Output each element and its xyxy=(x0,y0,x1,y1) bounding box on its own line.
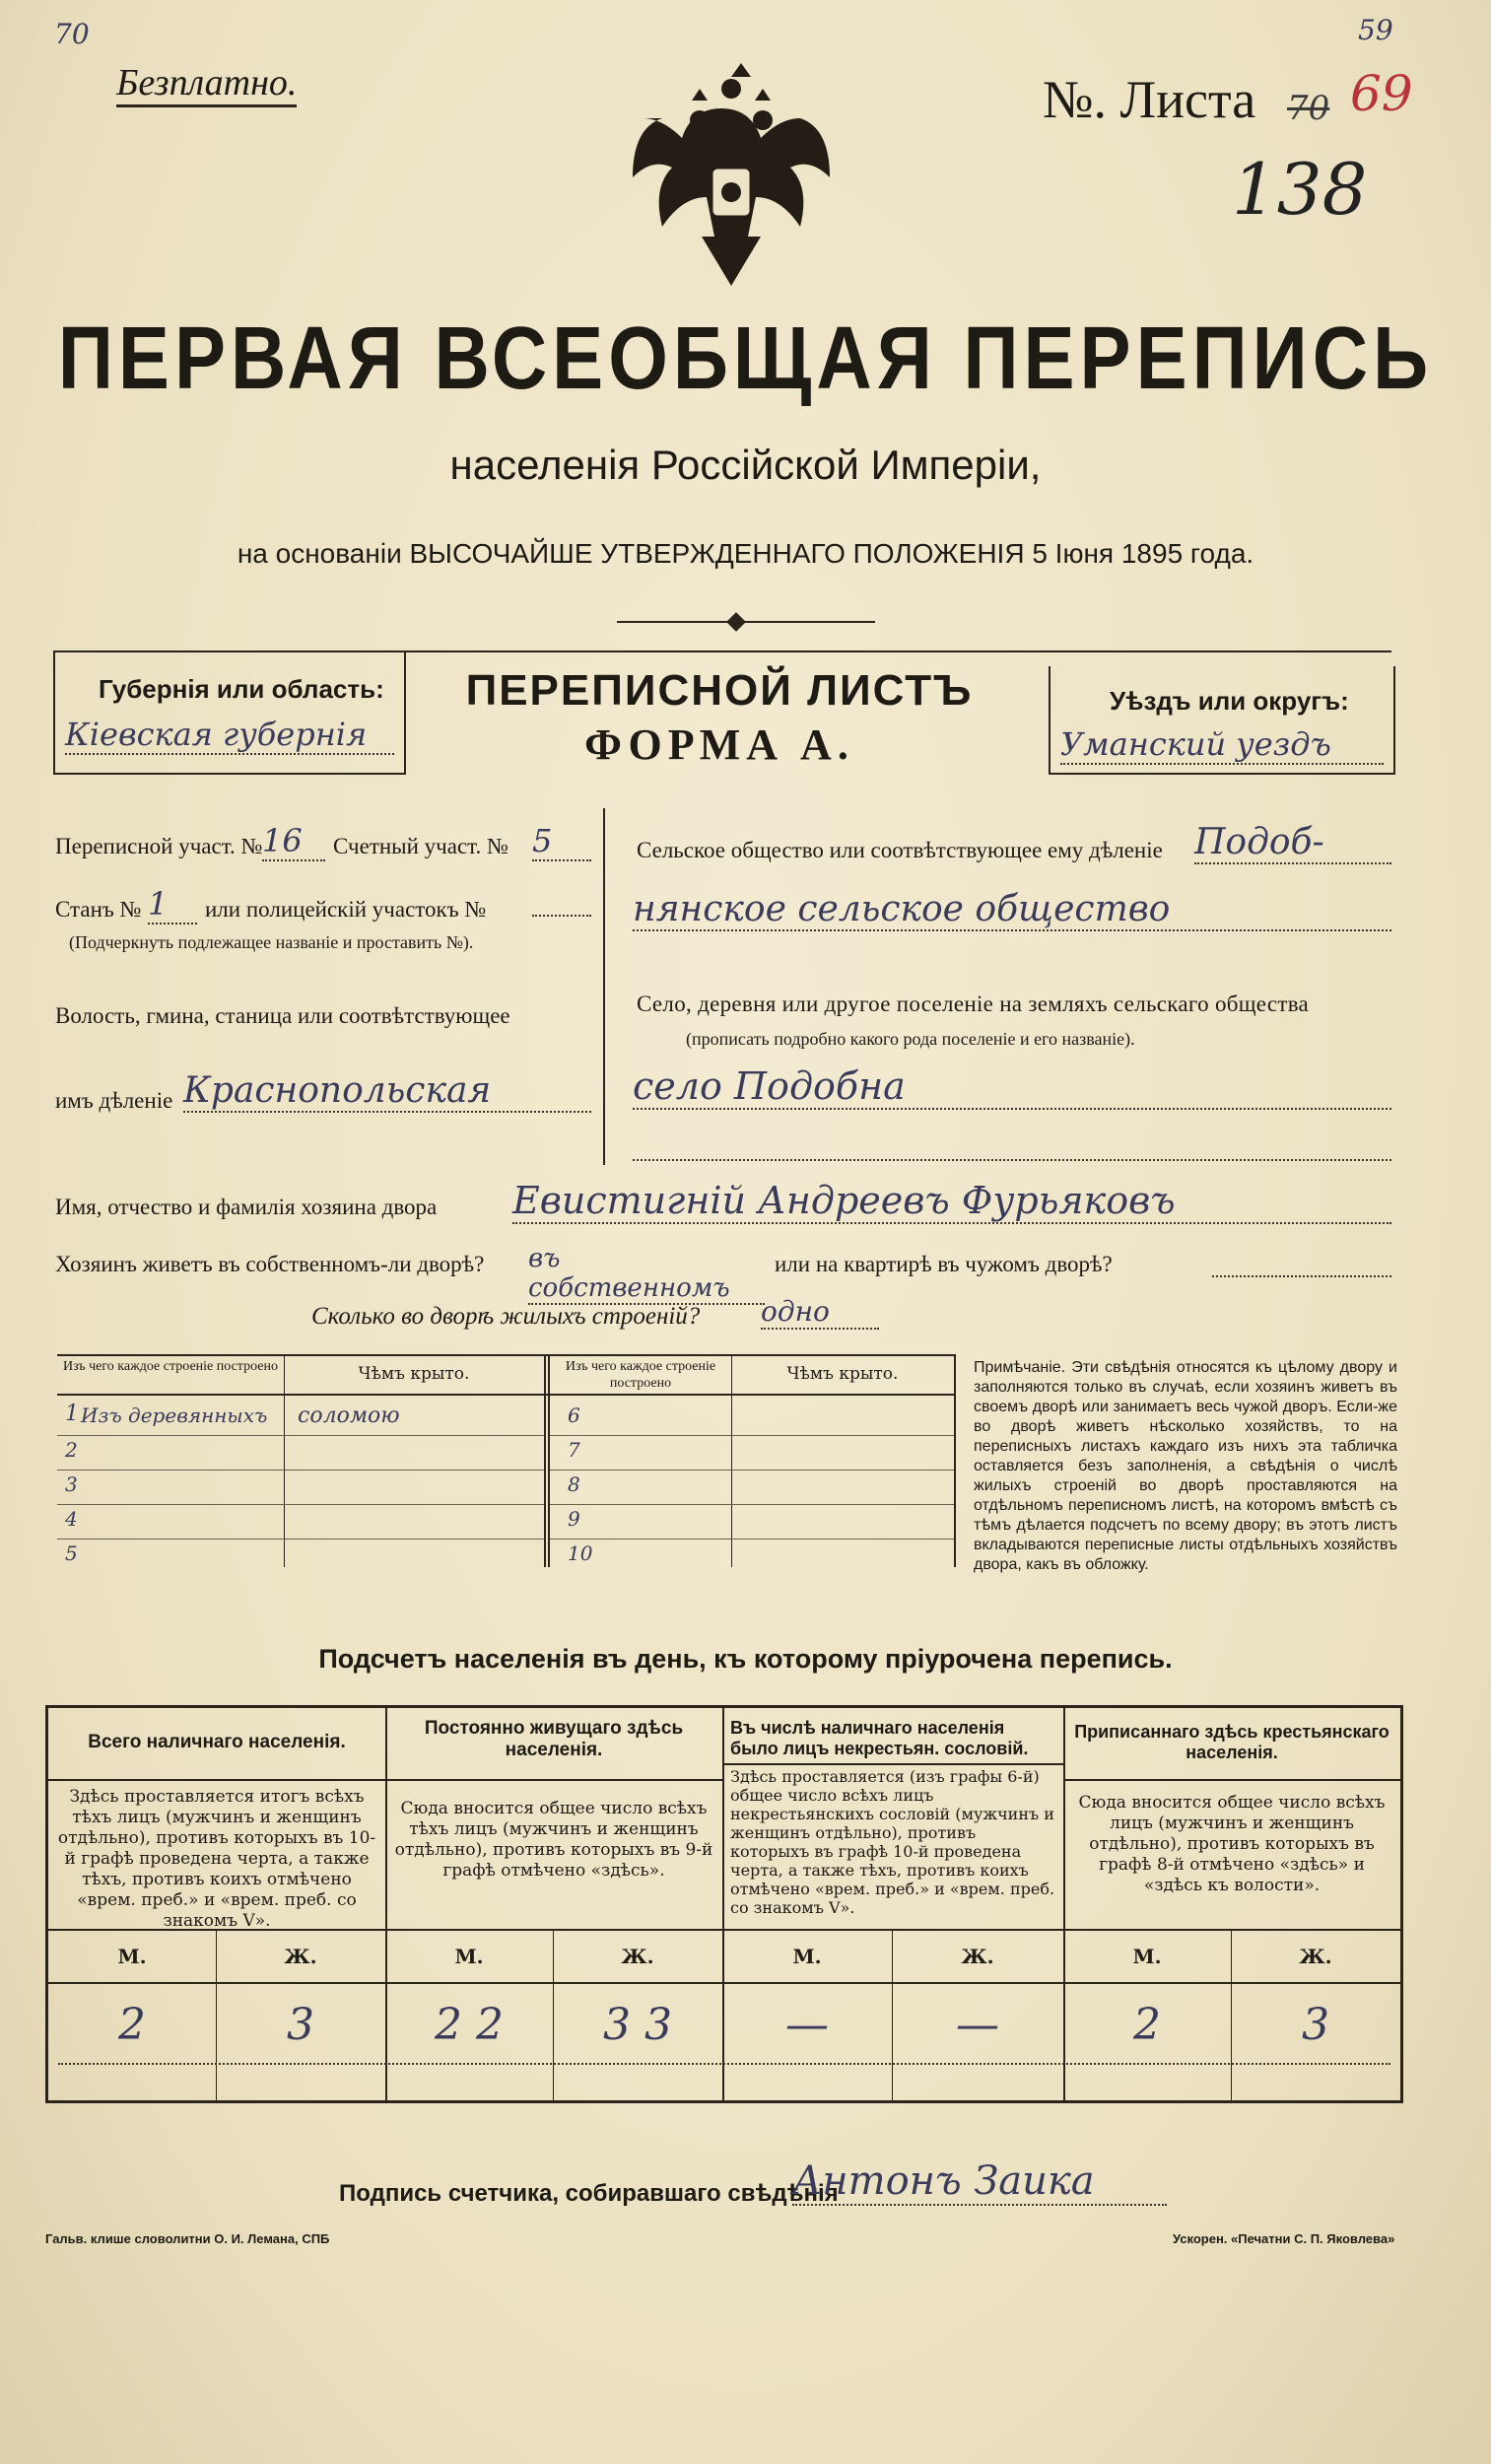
summary-col-head: Всего наличнаго населенія. xyxy=(88,1732,346,1752)
sheet-number-label: №. Листа xyxy=(1043,70,1256,129)
summary-col-desc: Здѣсь проставляется (изъ графы 6-й) общее число всѣхъ лицъ некрестьянскихъ сословій (мужчинъ и женщинъ отдѣльно), противъ которыхъ въ графѣ 10-й проведена черта, а также тѣхъ, противъ коихъ отмѣчено «врем. преб.» и «врем. преб. со знакомъ V». xyxy=(730,1767,1055,1917)
column-divider xyxy=(603,808,605,1165)
col-roof-right: Чѣмъ крыто. xyxy=(786,1364,899,1384)
summary-head-rule xyxy=(48,1779,385,1781)
summary-col-desc: Здѣсь проставляется итогъ всѣхъ тѣхъ лицъ (мужчинъ и женщинъ отдѣльно), противъ которыхъ въ 10-й графѣ проведена черта, а также тѣхъ, противъ коихъ отмѣчено «врем. преб.» и «врем. преб. со знакомъ V». xyxy=(57,1787,376,1931)
society-value-2: нянское сельское общество xyxy=(633,889,1391,931)
summary-col-head: Въ числѣ наличнаго населенія было лицъ некрестьян. сословій. xyxy=(730,1718,1029,1758)
value-nonpeasant-zh: — xyxy=(956,2000,999,2050)
buildings-left-rows xyxy=(57,1402,544,1573)
summary-col-head: Приписаннаго здѣсь крестьянскаго населенія. xyxy=(1074,1722,1389,1762)
zh-label: Ж. xyxy=(284,1945,317,1968)
imperial-eagle-emblem xyxy=(623,59,840,296)
value-permanent-zh: 3 3 xyxy=(603,2000,672,2050)
buildings-note: Примѣчаніе. Эти свѣдѣнія относятся къ цѣлому двору и заполняются только въ случаѣ, если хозяинъ живетъ въ своемъ дворѣ или занимаетъ весь чужой дворъ. Если-же во дворѣ живетъ нѣсколько хозяйствъ, то на переписныхъ листахъ каждаго изъ нихъ эта табличка оставляется безъ заполненія, а свѣдѣнія о числѣ жилыхъ строеній во дворѣ проставляются на отдѣльномъ переписномъ листѣ, на которомъ вмѣстѣ съ тѣмъ дѣлается подсчетъ по всему двору; въ этотъ листъ вкладываются переписные листы отдѣльныхъ хозяйствъ двора, какъ въ обложку. xyxy=(974,1359,1397,1573)
m-label: М. xyxy=(1132,1945,1162,1968)
value-registered-m: 2 xyxy=(1133,2000,1161,2050)
building-row xyxy=(57,1540,544,1573)
page-subtitle: населенія Россійской Имперіи, xyxy=(449,442,1042,488)
summary-col-desc: Сюда вносится общее число всѣхъ лицъ (мужчинъ и женщинъ отдѣльно), противъ которыхъ въ графѣ 8-й отмѣчено «здѣсь» и «здѣсь къ волости». xyxy=(1078,1793,1386,1895)
owner-name-value: Евистигнiй Андреевъ Фурьяковъ xyxy=(512,1179,1391,1224)
building-row-number: 2 xyxy=(65,1438,78,1462)
volost-label: Волость, гмина, станица или соотвѣтствующее xyxy=(55,1003,510,1028)
gubernia-value: Кiевская губернiя xyxy=(65,716,394,755)
free-label: Безплатно. xyxy=(116,61,297,107)
uezd-box xyxy=(1049,666,1395,775)
footer-printer-left: Гальв. клише словолитни О. И. Лемана, СПБ xyxy=(45,2231,330,2246)
buildings-label: Сколько во дворѣ жилыхъ строеній? xyxy=(311,1303,701,1330)
summary-mz-top-rule xyxy=(48,1929,1400,1931)
village-value: село Подобна xyxy=(633,1064,1391,1110)
buildings-value: одно xyxy=(761,1295,879,1330)
pencil-note-left: 70 xyxy=(54,18,90,50)
building-row-number: 3 xyxy=(65,1472,78,1496)
m-label: М. xyxy=(454,1945,484,1968)
building-row xyxy=(57,1505,544,1540)
building-row xyxy=(550,1505,954,1540)
zh-label: Ж. xyxy=(621,1945,654,1968)
building-row xyxy=(550,1471,954,1505)
signature-value: Антонъ Заика xyxy=(792,2158,1167,2206)
schetny-value: 5 xyxy=(532,822,591,861)
building-row-number: 5 xyxy=(65,1541,78,1565)
form-title: ПЕРЕПИСНОЙ ЛИСТЪ xyxy=(465,666,974,715)
building-row-material: Изъ деревянныхъ xyxy=(81,1403,268,1427)
m-label: М. xyxy=(117,1945,147,1968)
value-permanent-m: 2 2 xyxy=(435,2000,504,2050)
uezd-value: Уманский уездъ xyxy=(1060,725,1384,765)
page-title: ПЕРВАЯ ВСЕОБЩАЯ ПЕРЕПИСЬ xyxy=(57,308,1434,408)
col-material-left: Изъ чего каждое строеніе построено xyxy=(63,1359,278,1374)
perepisnoy-label: Переписной участ. № xyxy=(55,834,263,858)
value-nonpeasant-m: — xyxy=(785,2000,829,2050)
summary-title: Подсчетъ населенія въ день, къ которому пріурочена перепись. xyxy=(318,1644,1173,1674)
building-row xyxy=(57,1471,544,1505)
summary-mz-bottom-rule xyxy=(48,1982,1400,1984)
volost-value: Краснопольская xyxy=(183,1070,591,1113)
zh-label: Ж. xyxy=(961,1945,994,1968)
building-row-roof: соломою xyxy=(298,1403,400,1428)
summary-head-rule xyxy=(385,1779,722,1781)
volost-label-2: имъ дѣленіе xyxy=(55,1088,173,1113)
building-row-number: 4 xyxy=(65,1507,78,1531)
owner-lives-label: Хозяинъ живетъ въ собственномъ-ли дворѣ? xyxy=(55,1252,485,1276)
sheet-number-pencil: 138 xyxy=(1232,148,1368,231)
summary-value-line xyxy=(58,2063,1390,2065)
building-row xyxy=(550,1436,954,1471)
village-note: (прописать подробно какого рода поселеніе и его названіе). xyxy=(686,1029,1135,1049)
building-row xyxy=(57,1436,544,1471)
village-extra-line xyxy=(633,1159,1391,1161)
building-row xyxy=(57,1402,544,1436)
value-present-zh: 3 xyxy=(287,2000,314,2050)
owner-name-label: Имя, отчество и фамилія хозяина двора xyxy=(55,1195,438,1219)
signature-label: Подпись счетчика, собиравшаго свѣдѣнія xyxy=(339,2180,839,2207)
building-row-number: 1 xyxy=(65,1402,79,1426)
ornament-diamond xyxy=(726,612,746,632)
stan-value: 1 xyxy=(148,885,197,924)
police-value-line xyxy=(532,915,591,917)
building-row xyxy=(550,1402,954,1436)
owner-lives-label-2: или на квартирѣ въ чужомъ дворѣ? xyxy=(775,1252,1113,1276)
m-label: М. xyxy=(792,1945,822,1968)
society-value-1: Подоб- xyxy=(1194,822,1391,864)
gubernia-box xyxy=(53,650,406,775)
buildings-table-head-rule xyxy=(57,1394,954,1396)
building-row-number: 7 xyxy=(568,1438,580,1462)
building-row xyxy=(550,1540,954,1573)
form-subtitle: ФОРМА А. xyxy=(584,720,854,769)
gubernia-label: Губернія или область: xyxy=(99,674,384,704)
police-label: или полицейскій участокъ № xyxy=(205,897,487,922)
value-present-m: 2 xyxy=(118,2000,146,2050)
col-roof-left: Чѣмъ крыто. xyxy=(358,1364,470,1384)
society-label: Сельское общество или соотвѣтствующее ему дѣленіе xyxy=(637,838,1163,862)
building-row-number: 10 xyxy=(568,1541,593,1565)
stan-label: Станъ № xyxy=(55,897,142,922)
building-row-number: 6 xyxy=(568,1403,580,1427)
legal-basis: на основаніи ВЫСОЧАЙШЕ УТВЕРЖДЕННАГО ПОЛОЖЕНІЯ 5 Іюня 1895 года. xyxy=(237,538,1254,569)
building-row-number: 9 xyxy=(568,1507,580,1531)
summary-head-rule xyxy=(1063,1779,1400,1781)
owner-lives-line xyxy=(1212,1275,1391,1277)
building-row-number: 8 xyxy=(568,1472,580,1496)
value-registered-zh: 3 xyxy=(1302,2000,1329,2050)
summary-col-head: Постоянно живущаго здѣсь населенія. xyxy=(424,1718,684,1760)
stan-note: (Подчеркнуть подлежащее названіе и проставить №). xyxy=(69,932,474,952)
summary-col-desc: Сюда вносится общее число всѣхъ тѣхъ лицъ (мужчинъ и женщинъ отдѣльно), противъ которыхъ въ 9-й графѣ отмѣчено «здѣсь». xyxy=(394,1799,713,1881)
footer-printer-right: Ускорен. «Печатни С. П. Яковлева» xyxy=(1173,2231,1395,2246)
uezd-label: Уѣздъ или округъ: xyxy=(1110,686,1349,716)
owner-lives-value: въ собственномъ xyxy=(528,1244,765,1305)
buildings-right-rows xyxy=(550,1402,954,1573)
zh-label: Ж. xyxy=(1299,1945,1332,1968)
summary-table xyxy=(45,1705,1403,2103)
pencil-note-right: 59 xyxy=(1358,14,1393,46)
buildings-table xyxy=(57,1354,956,1567)
schetny-label: Счетный участ. № xyxy=(333,834,508,858)
sheet-number-red: 69 xyxy=(1350,65,1413,122)
perepisnoy-value: 16 xyxy=(262,822,325,861)
sheet-number-crossed: 70 xyxy=(1287,89,1330,128)
summary-head-rule xyxy=(722,1763,1063,1765)
village-label: Село, деревня или другое поселеніе на земляхъ сельскаго общества xyxy=(637,992,1310,1016)
col-material-right: Изъ чего каждое строеніе построено xyxy=(565,1359,716,1391)
